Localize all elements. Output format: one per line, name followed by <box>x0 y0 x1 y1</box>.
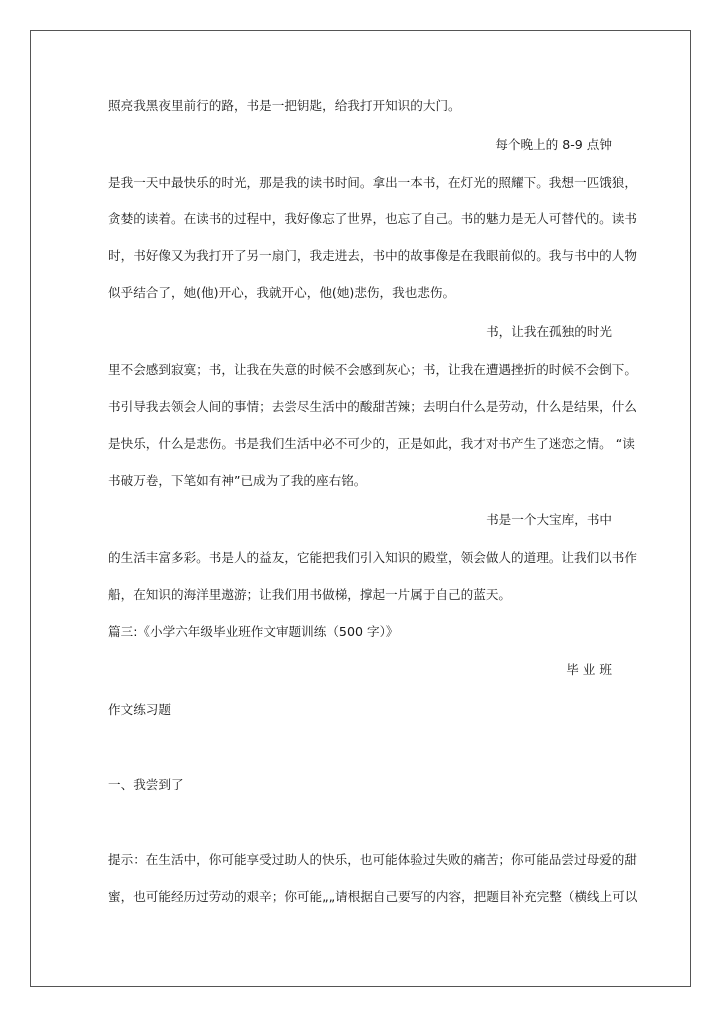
paragraph-line: 似乎结合了，她(他)开心，我就开心，他(她)悲伤，我也悲伤。 <box>108 285 456 300</box>
section-heading: 篇三:《小学六年级毕业班作文审题训练（500 字）》 <box>108 624 399 639</box>
paragraph-line: 是我一天中最快乐的时光，那是我的读书时间。拿出一本书，在灯光的照耀下。我想一匹饿狼， <box>108 175 637 190</box>
paragraph-line: 里不会感到寂寞；书，让我在失意的时候不会感到灰心；书，让我在遭遇挫折的时候不会倒下。 <box>108 362 637 377</box>
subtitle: 作文练习题 <box>108 702 171 717</box>
question-heading: 一、我尝到了 <box>108 777 184 792</box>
paragraph-line: 船，在知识的海洋里遨游；让我们用书做梯，撑起一片属于自己的蓝天。 <box>108 587 511 602</box>
paragraph-line-right: 书是一个大宝库，书中 <box>486 512 612 527</box>
paragraph-line-right: 每个晚上的 8-9 点钟 <box>495 137 612 152</box>
title-right: 毕 业 班 <box>566 662 612 677</box>
paragraph-line: 蜜，也可能经历过劳动的艰辛；你可能„„请根据自己要写的内容，把题目补充完整（横线上可以 <box>108 889 638 904</box>
paragraph-line: 提示：在生活中，你可能享受过助人的快乐，也可能体验过失败的痛苦；你可能品尝过母爱的甜 <box>108 852 637 867</box>
paragraph-line: 的生活丰富多彩。书是人的益友，它能把我们引入知识的殿堂，领会做人的道理。让我们以书作 <box>108 550 637 565</box>
paragraph-line: 贪婪的读着。在读书的过程中，我好像忘了世界，也忘了自己。书的魅力是无人可替代的。读书 <box>108 211 637 226</box>
paragraph-line: 照亮我黑夜里前行的路，书是一把钥匙，给我打开知识的大门。 <box>108 98 461 113</box>
paragraph-line: 是快乐，什么是悲伤。书是我们生活中必不可少的，正是如此，我才对书产生了迷恋之情。 “读 <box>108 436 635 451</box>
paragraph-line: 书引导我去领会人间的事情；去尝尽生活中的酸甜苦辣；去明白什么是劳动，什么是结果，什么 <box>108 399 637 414</box>
paragraph-line-right: 书，让我在孤独的时光 <box>486 324 612 339</box>
paragraph-line: 时，书好像又为我打开了另一扇门，我走进去，书中的故事像是在我眼前似的。我与书中的人物 <box>108 248 637 263</box>
paragraph-line: 书破万卷，下笔如有神”已成为了我的座右铭。 <box>108 473 367 488</box>
